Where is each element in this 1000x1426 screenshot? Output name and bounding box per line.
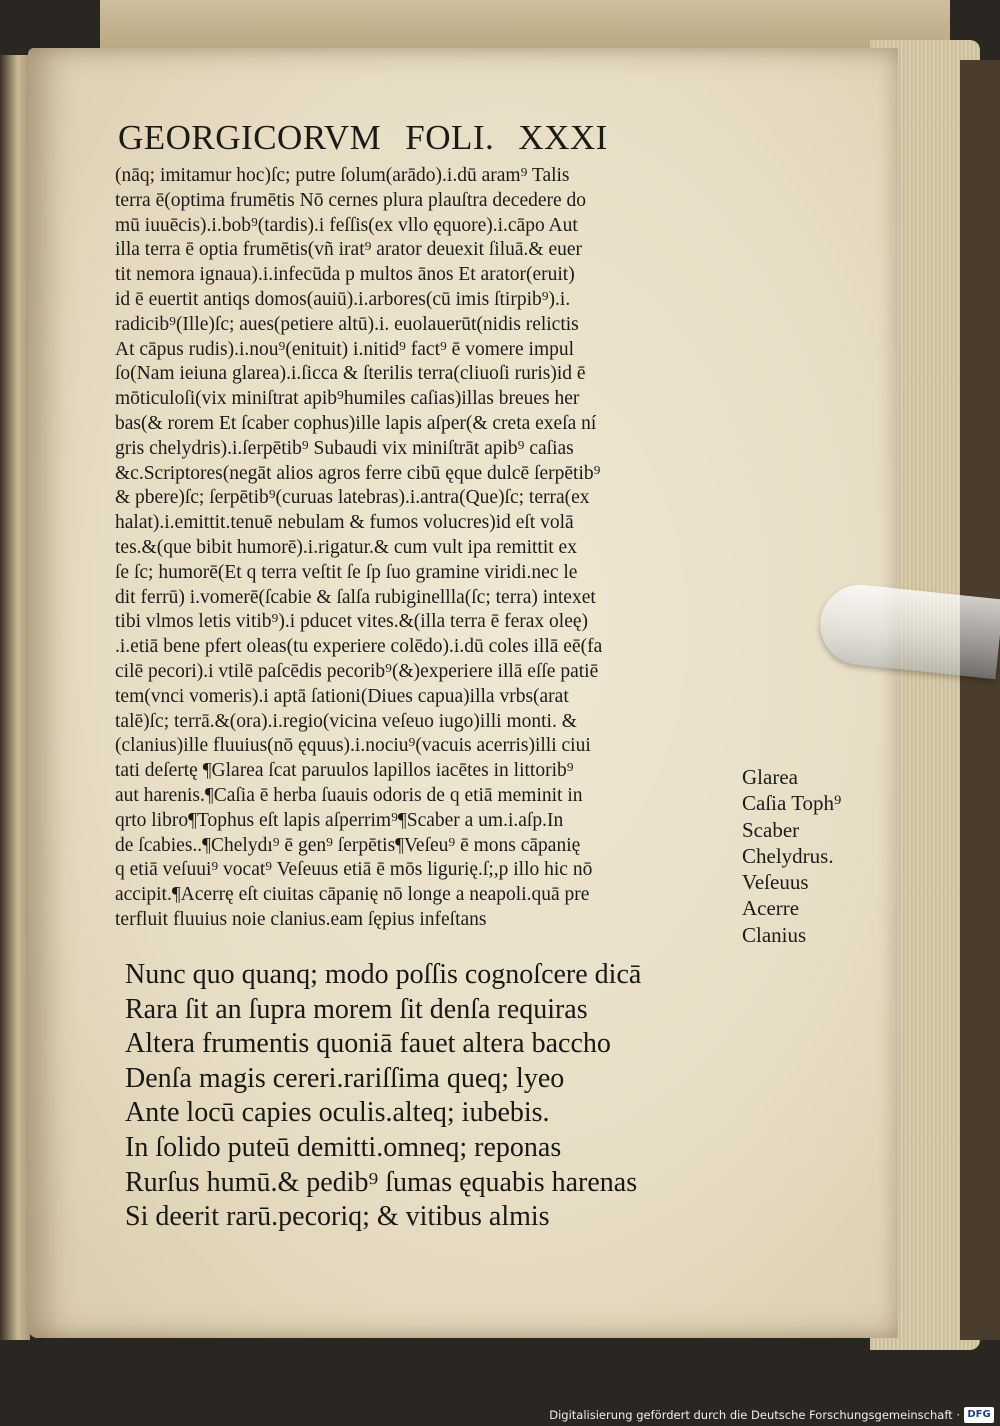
dfg-logo-icon: DFG bbox=[964, 1407, 994, 1423]
commentary-line: aut harenis.¶Caſia ē herba ſuauis odoris de q etiā meminit in bbox=[115, 784, 583, 806]
commentary-line: halat).i.emittit.tenuē nebulam & fumos volucres)id eſt volā bbox=[115, 512, 574, 534]
margin-note: Chelydrus. bbox=[742, 843, 834, 868]
verse-line: In ſolido puteū demitti.omneq; reponas bbox=[125, 1131, 562, 1163]
commentary-line: de ſcabies..¶Chelydı⁹ ē gen⁹ ſerpētis¶Veſeu⁹ ē mons cāpanię bbox=[115, 834, 581, 856]
commentary-line: bas(& rorem Et ſcaber cophus)ille lapis aſper(& creta exeſa ní bbox=[115, 412, 597, 434]
book-top-edge bbox=[100, 0, 950, 48]
verse-line: Ante locū capies oculis.alteq; iubebis. bbox=[125, 1097, 550, 1129]
commentary-line: radicib⁹(Ille)ſc; aues(petiere altū).i. euolauerūt(nidis relictis bbox=[115, 313, 579, 335]
margin-note: Scaber bbox=[742, 817, 800, 842]
funding-credit: Digitalisierung gefördert durch die Deutsche Forschungsgemeinschaft · bbox=[549, 1408, 960, 1422]
verse-line: Rurſus humū.& pedib⁹ ſumas ęquabis harenas bbox=[125, 1166, 638, 1198]
commentary-line: illa terra ē optia frumētis(vñ irat⁹ arator deuexit ſiluā.& euer bbox=[115, 239, 583, 261]
verse-line: Altera frumentis quoniā fauet altera baccho bbox=[125, 1028, 611, 1060]
margin-notes bbox=[742, 764, 872, 948]
commentary-block bbox=[115, 164, 745, 933]
running-header bbox=[118, 118, 718, 158]
commentary-line: id ē euertit antiqs domos(auiū).i.arbores(cū imis ſtirpib⁹).i. bbox=[115, 288, 571, 310]
commentary-line: terra ē(optima frumētis Nō cernes plura plauſtra decedere do bbox=[115, 189, 587, 211]
margin-note: Acerre bbox=[742, 896, 800, 921]
verse-line: Denſa magis cereri.rariſſima queq; lyeo bbox=[125, 1062, 565, 1094]
commentary-line: ſe ſc; humorē(Et q terra veſtit ſe ſp ſuo gramine viridi.nec le bbox=[115, 561, 578, 583]
commentary-line: mōticuloſi(vix miniſtrat apib⁹humiles caſias)illas breues her bbox=[115, 388, 580, 410]
commentary-line: q etiā veſuui⁹ vocat⁹ Veſeuus etiā ē mōs ligurię.ſ;,p illo hic nō bbox=[115, 859, 593, 881]
commentary-line: At cāpus rudis).i.nou⁹(enituit) i.nitid⁹ fact⁹ ē vomere impul bbox=[115, 338, 575, 360]
commentary-line: gris chelydris).i.ſerpētib⁹ Subaudi vix miniſtrāt apib⁹ caſias bbox=[115, 437, 574, 459]
commentary-line: & pbere)ſc; ſerpētib⁹(curuas latebras).i.antra(Que)ſc; terra(ex bbox=[115, 487, 590, 509]
commentary-line: mū iuuēcis).i.bob⁹(tardis).i feſſis(ex vllo ęquore).i.cāpo Aut bbox=[115, 214, 578, 236]
header-folio-label: FOLI. bbox=[405, 118, 495, 157]
commentary-line: tibi vlmos letis vitib⁹).i pducet vites.&(illa terra ē ferax oleę) bbox=[115, 611, 589, 633]
commentary-line: tit nemora ignaua).i.infecūda p multos ānos Et arator(eruit) bbox=[115, 264, 575, 286]
verse-block bbox=[125, 958, 745, 1235]
header-title: GEORGICORVM bbox=[118, 118, 382, 157]
commentary-line: tem(vnci vomeris).i aptā ſationi(Diues capua)illa vrbs(arat bbox=[115, 685, 569, 707]
margin-note: Caſia Toph⁹ bbox=[742, 791, 842, 816]
commentary-line: cilē pecori).i vtilē paſcēdis pecorib⁹(&)experiere illā eſſe patiē bbox=[115, 660, 599, 682]
commentary-line: ſo(Nam ieiuna glarea).i.ſicca & ſterilis terra(cliuoſi ruris)id ē bbox=[115, 363, 586, 385]
commentary-line: tati deſertę ¶Glarea ſcat paruulos lapillos iacētes in littorib⁹ bbox=[115, 760, 574, 782]
header-folio-number: XXXI bbox=[518, 118, 608, 157]
commentary-line: accipit.¶Acerrę eſt ciuitas cāpanię nō longe a neapoli.quā pre bbox=[115, 884, 590, 906]
commentary-line: tes.&(que bibit humorē).i.rigatur.& cum vult ipa remittit ex bbox=[115, 536, 577, 558]
commentary-line: terfluit fluuius noie clanius.eam ſępius infeſtans bbox=[115, 908, 487, 930]
facing-page-edge bbox=[0, 55, 30, 1340]
margin-note: Veſeuus bbox=[742, 870, 809, 895]
commentary-line: (nāq; imitamur hoc)ſc; putre ſolum(arādo).i.dū aram⁹ Talis bbox=[115, 165, 570, 186]
commentary-line: talē)ſc; terrā.&(ora).i.regio(vicina veſeuo iugo)illi monti. & bbox=[115, 710, 577, 732]
commentary-line: &c.Scriptores(negāt alios agros ferre cibū ęque dulcē ſerpētib⁹ bbox=[115, 462, 601, 484]
commentary-line: (clanius)ille fluuius(nō ęquus).i.nociu⁹(vacuis acerris)illi ciui bbox=[115, 735, 591, 757]
commentary-line: dit ferrū) i.vomerē(ſcabie & ſalſa rubiginellla(ſc; terra) intexet bbox=[115, 586, 596, 608]
commentary-line: qrto libro¶Tophus eſt lapis aſperrim⁹¶Scaber a um.i.aſp.In bbox=[115, 809, 564, 831]
book-cover-edge bbox=[960, 60, 1000, 1340]
verse-line: Rara ſit an ſupra morem ſit denſa requiras bbox=[125, 993, 588, 1025]
footer-bar bbox=[0, 1405, 1000, 1426]
verse-line: Si deerit rarū.pecoriq; & vitibus almis bbox=[125, 1201, 550, 1233]
commentary-line: .i.etiā bene pfert oleas(tu experiere colēdo).i.dū coles illā eē(fa bbox=[115, 636, 603, 658]
verse-line: Nunc quo quanq; modo poſſis cognoſcere dicā bbox=[125, 959, 642, 990]
margin-note: Glarea bbox=[742, 765, 798, 789]
margin-note: Clanius bbox=[742, 922, 807, 947]
